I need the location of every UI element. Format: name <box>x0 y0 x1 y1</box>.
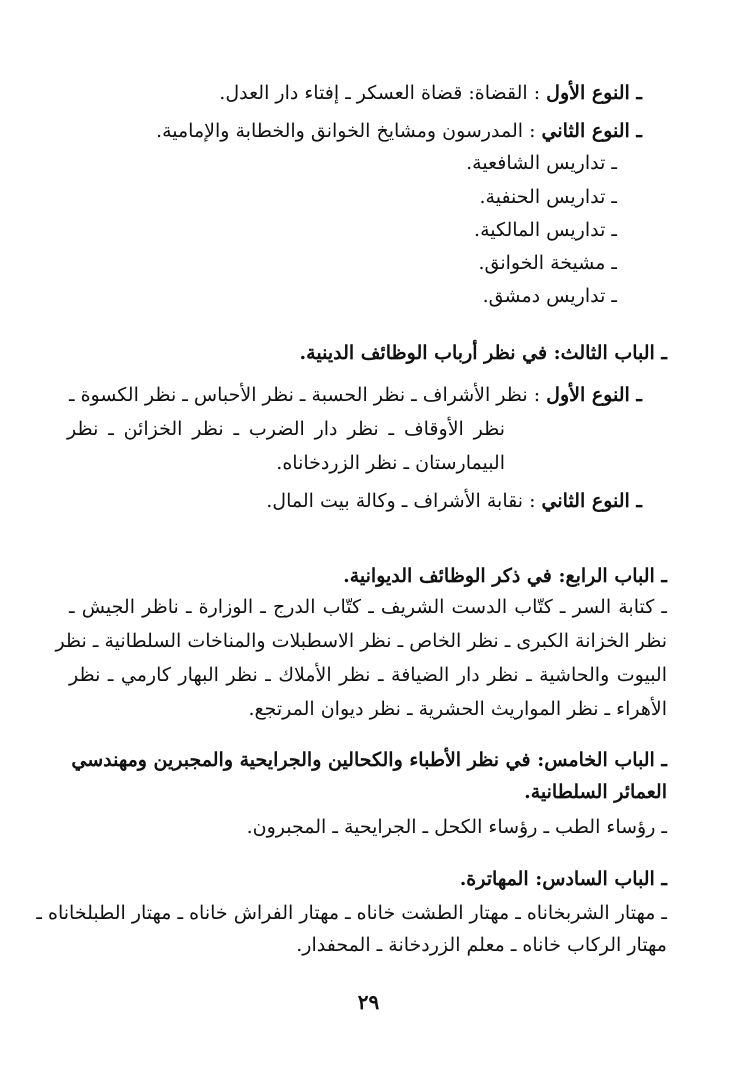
chapter-6-heading <box>460 864 667 894</box>
type-1-head: ـ النوع الأول <box>546 82 642 104</box>
chapter-4-line-4: الأهراء ـ نظر المواريث الحشرية ـ نظر ديوان المرتجع. <box>248 698 667 720</box>
type-1-text: القضاة: قضاة العسكر ـ إفتاء دار العدل. <box>219 82 528 104</box>
chapter-4-line-1: ـ كتابة السر ـ كتّاب الدست الشريف ـ كتّاب الدرج ـ الوزارة ـ ناظر الجيش ـ <box>69 596 667 618</box>
type-1-line <box>219 78 642 108</box>
chapter-3-heading <box>300 338 667 368</box>
chapter-5-title-cont: العمائر السلطانية. <box>524 781 667 803</box>
chapter-4-line-2: نظر الخزانة الكبرى ـ نظر الخاص ـ نظر الاسطبلات والمناخات السلطانية ـ نظر <box>55 630 667 652</box>
chapter-3-title: في نظر أرباب الوظائف الدينية. <box>299 342 554 364</box>
chapter-3-type-1-text: نظر الأشراف ـ نظر الحسبة ـ نظر الأحباس ـ نظر الكسوة ـ <box>68 384 528 406</box>
chapter-3-type-1-line <box>70 380 642 410</box>
chapter-3-type-1-sep: : <box>527 384 547 406</box>
chapter-4-label: ـ الباب الرابع: <box>558 565 667 587</box>
type-2-text: المدرسون ومشايخ الخوانق والخطابة والإمامية. <box>156 120 524 142</box>
type-2-line <box>156 116 642 146</box>
chapter-3-label: ـ الباب الثالث: <box>553 342 667 364</box>
chapter-6-label: ـ الباب السادس: <box>535 868 667 890</box>
chapter-3-type-2-line <box>266 486 642 516</box>
chapter-6-line-1: ـ مهتار الشربخاناه ـ مهتار الطشت خاناه ـ مهتار الفراش خاناه ـ مهتار الطبلخاناه ـ <box>36 902 667 924</box>
chapter-5-heading <box>71 745 667 775</box>
chapter-5-label: ـ الباب الخامس: <box>537 749 667 771</box>
sub-item-5: ـ تداريس دمشق. <box>482 285 617 307</box>
chapter-3-type-1-cont-2: البيمارستان ـ نظر الزردخاناه. <box>276 452 505 474</box>
chapter-4-title: في ذكر الوظائف الديوانية. <box>343 565 559 587</box>
type-2-head: ـ النوع الثاني <box>541 120 642 142</box>
sub-item-4: ـ مشيخة الخوانق. <box>478 252 617 274</box>
chapter-3-type-2-sep: : <box>523 490 542 512</box>
chapter-5-title: في نظر الأطباء والكحالين والجرايحية والمجبرين ومهندسي <box>71 749 538 771</box>
chapter-3-type-2-text: نقابة الأشراف ـ وكالة بيت المال. <box>266 490 524 512</box>
chapter-4-heading <box>343 561 667 591</box>
sub-item-2: ـ تداريس الحنفية. <box>479 186 617 208</box>
chapter-6-line-2: مهتار الركاب خاناه ـ معلم الزردخانة ـ المحفدار. <box>296 934 667 956</box>
type-2-sep: : <box>523 120 542 142</box>
chapter-3-type-1-head: ـ النوع الأول <box>546 384 642 406</box>
chapter-5-line-1: ـ رؤساء الطب ـ رؤساء الكحل ـ الجرايحية ـ المجبرون. <box>246 816 667 838</box>
page-number: ٢٩ <box>357 990 380 1014</box>
chapter-3-type-2-head: ـ النوع الثاني <box>541 490 642 512</box>
chapter-6-title: المهاترة. <box>459 868 536 890</box>
chapter-3-type-1-cont-1: نظر الأوقاف ـ نظر دار الضرب ـ نظر الخزائن ـ نظر <box>67 418 505 440</box>
sub-item-3: ـ تداريس المالكية. <box>474 219 617 241</box>
type-1-sep: : <box>527 82 547 104</box>
sub-item-1: ـ تداريس الشافعية. <box>466 152 617 174</box>
chapter-4-line-3: البيوت والحاشية ـ نظر دار الضيافة ـ نظر الأملاك ـ نظر البهار كارمي ـ نظر <box>69 664 667 686</box>
